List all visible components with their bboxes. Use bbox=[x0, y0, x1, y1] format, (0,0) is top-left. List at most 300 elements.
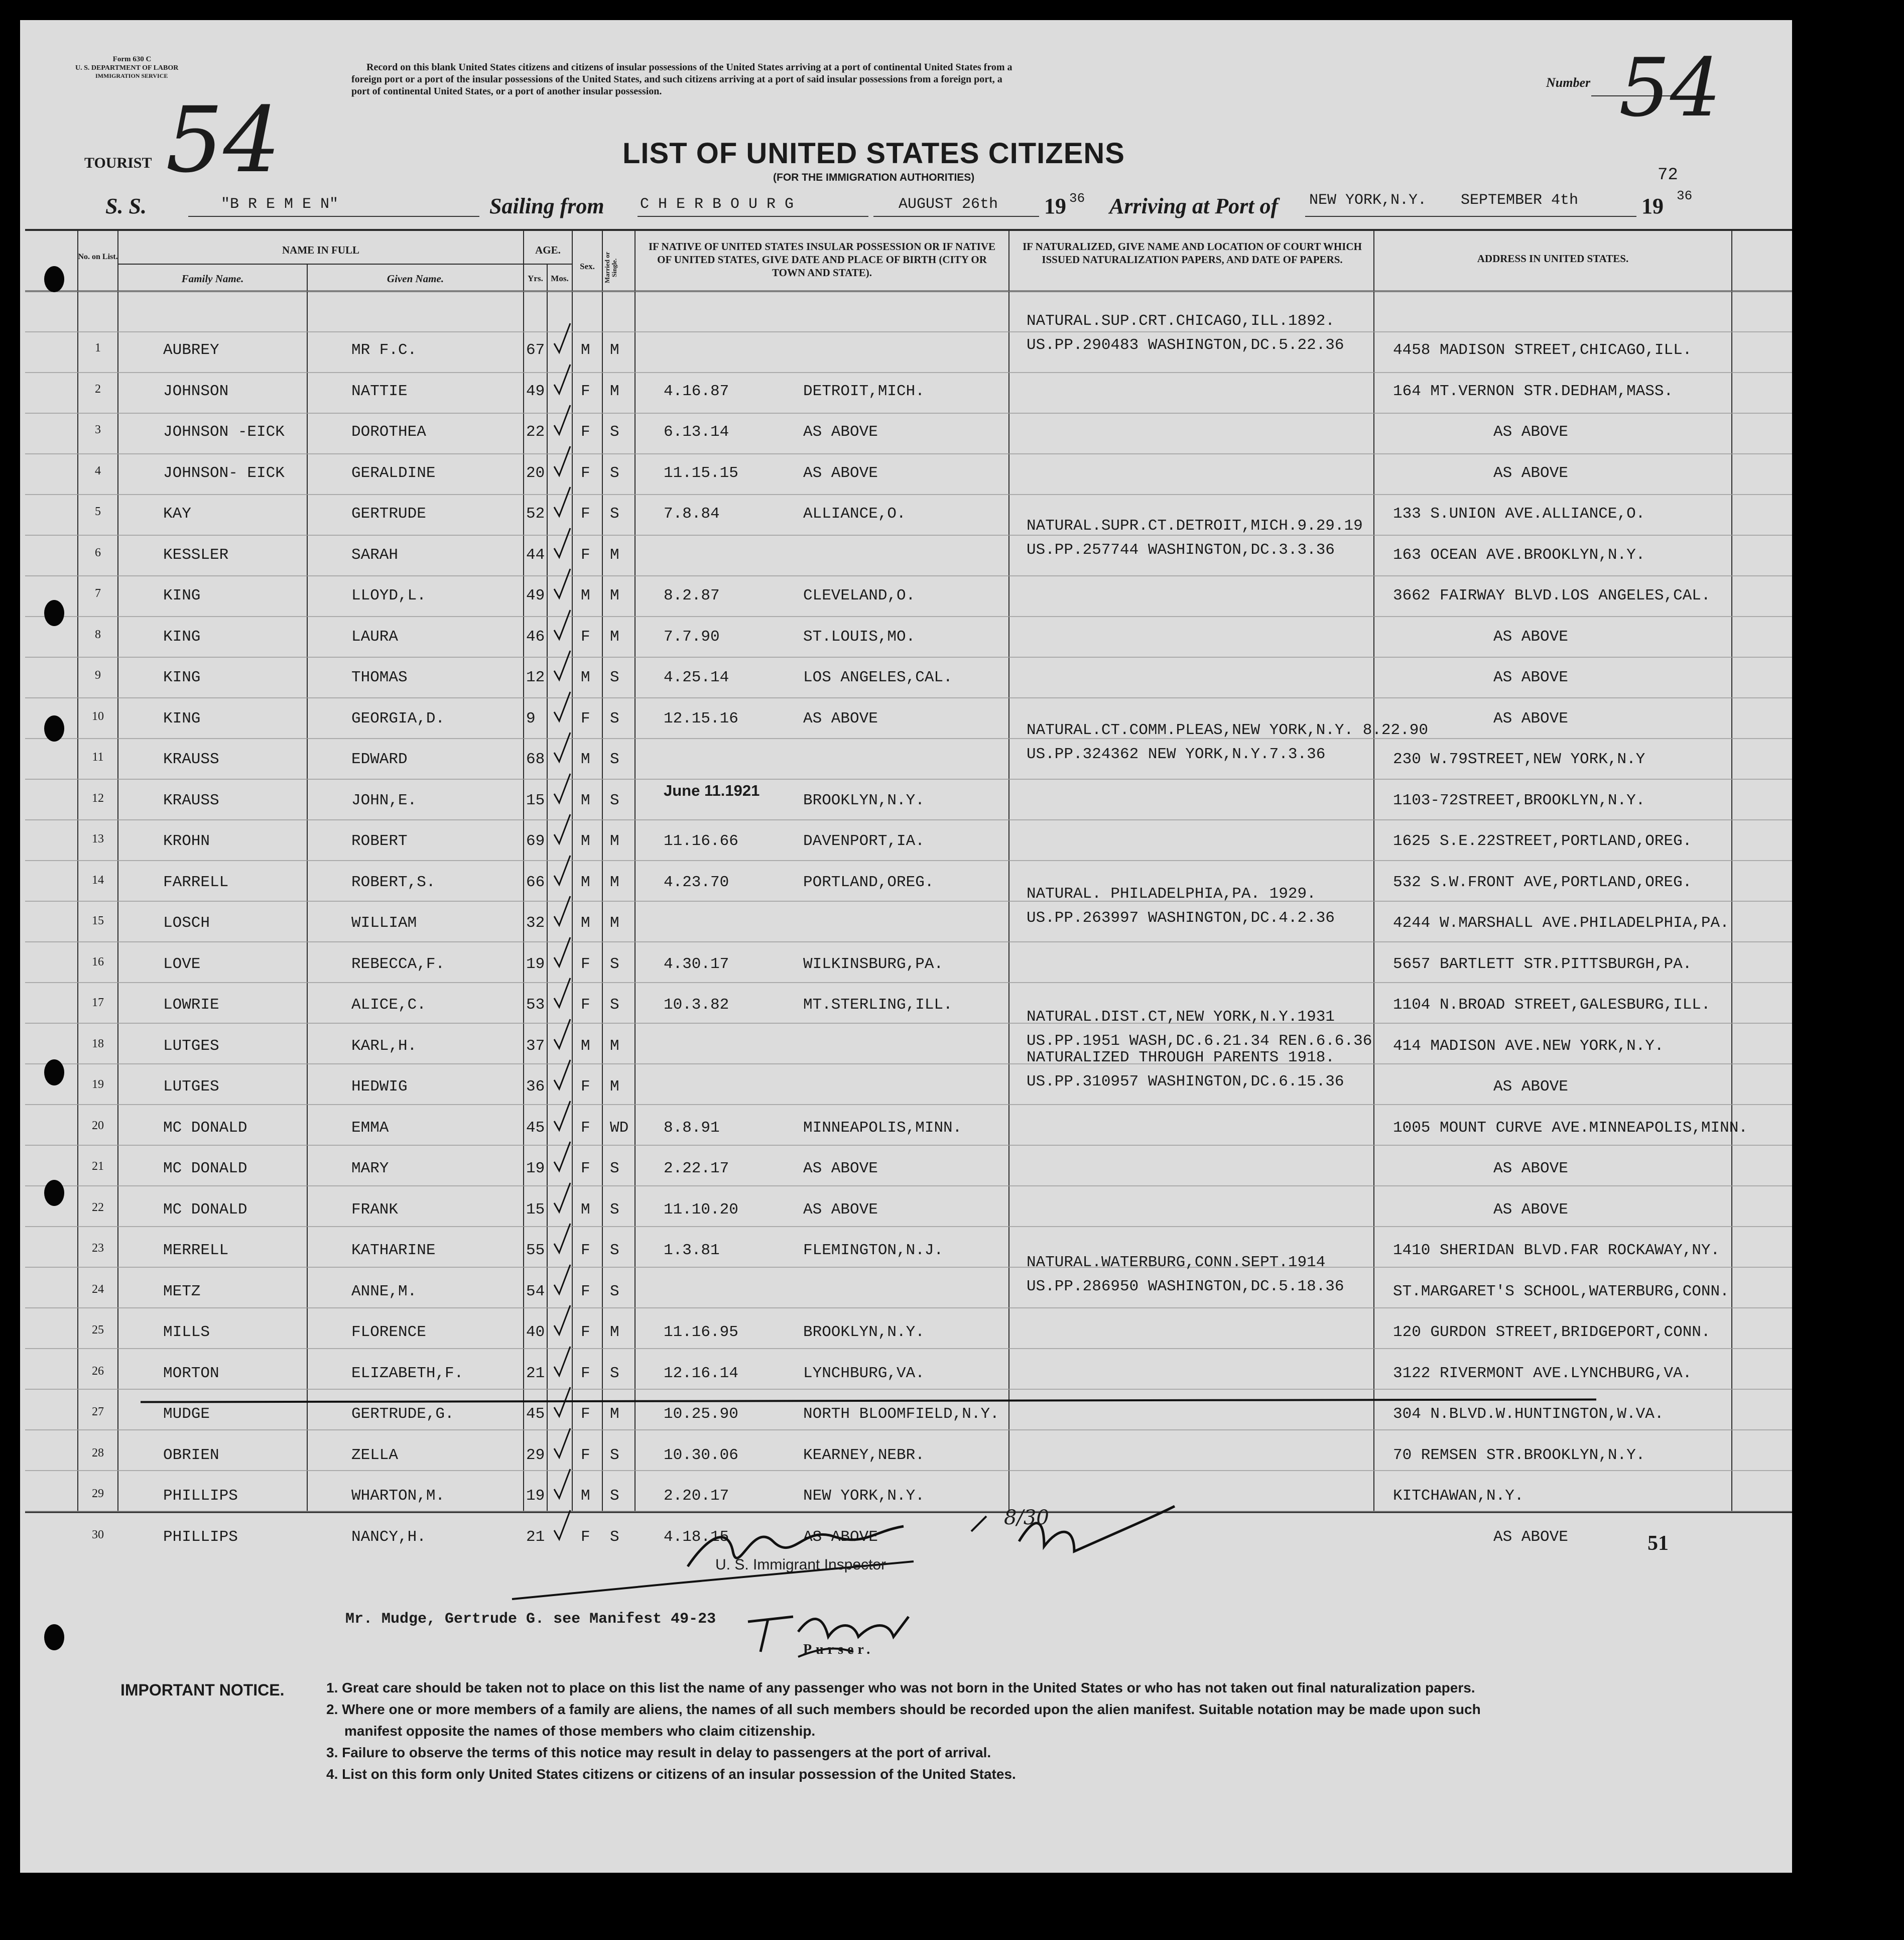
row-number: 16 bbox=[92, 955, 104, 968]
age-years: 54 bbox=[526, 1282, 545, 1300]
header-yrs: Yrs. bbox=[528, 274, 543, 283]
row-number: 12 bbox=[92, 791, 104, 805]
given-name: GERTRUDE bbox=[351, 505, 426, 523]
naturalization-papers: US.PP.310957 WASHINGTON,DC.6.15.36 bbox=[1027, 1073, 1344, 1090]
sex: M bbox=[581, 914, 590, 932]
binder-hole bbox=[44, 1059, 64, 1085]
family-name: LUTGES bbox=[163, 1078, 219, 1096]
header-family-name: Family Name. bbox=[181, 273, 244, 285]
sex: F bbox=[581, 709, 590, 728]
age-years: 53 bbox=[526, 996, 545, 1014]
marital-status: S bbox=[610, 791, 619, 809]
family-name: METZ bbox=[163, 1282, 201, 1300]
sex: F bbox=[581, 1405, 590, 1423]
marital-status: S bbox=[610, 1364, 619, 1382]
address: 1625 S.E.22STREET,PORTLAND,OREG. bbox=[1393, 832, 1692, 850]
family-name: KRAUSS bbox=[163, 751, 219, 768]
age-years: 21 bbox=[526, 1364, 545, 1382]
table-row bbox=[20, 1350, 1792, 1390]
notice-item: manifest opposite the names of those members who claim citizenship. bbox=[344, 1723, 816, 1739]
row-number: 13 bbox=[92, 832, 104, 845]
check-mark-icon bbox=[552, 1263, 572, 1298]
sex: F bbox=[581, 1446, 590, 1464]
birth-date: 2.20.17 bbox=[664, 1487, 729, 1505]
marital-status: M bbox=[610, 587, 619, 604]
sex: F bbox=[581, 1528, 590, 1546]
address: AS ABOVE bbox=[1493, 1078, 1568, 1096]
address: AS ABOVE bbox=[1493, 1200, 1568, 1219]
family-name: MORTON bbox=[163, 1364, 219, 1382]
naturalization-papers: US.PP.1951 WASH,DC.6.21.34 REN.6.6.36 bbox=[1027, 1032, 1372, 1050]
given-name: LAURA bbox=[351, 628, 399, 646]
header-address: ADDRESS IN UNITED STATES. bbox=[1477, 253, 1629, 265]
check-mark-icon bbox=[552, 362, 572, 398]
marital-status: M bbox=[610, 382, 619, 400]
row-number: 24 bbox=[92, 1282, 104, 1296]
naturalization-papers: US.PP.324362 NEW YORK,N.Y.7.3.36 bbox=[1027, 746, 1326, 763]
address: AS ABOVE bbox=[1493, 423, 1568, 441]
header-naturalized: IF NATURALIZED, GIVE NAME AND LOCATION OF COURT WHICH ISSUED NATURALIZATION PAPERS, AND DATE OF PAPERS. bbox=[1023, 240, 1362, 266]
table-row bbox=[20, 1308, 1792, 1349]
form-number: Form 630 C bbox=[112, 55, 152, 63]
row-number: 10 bbox=[92, 709, 104, 723]
birth-date: 12.16.14 bbox=[664, 1364, 738, 1382]
row-number: 19 bbox=[92, 1078, 104, 1091]
marital-status: S bbox=[610, 1446, 619, 1464]
check-mark-icon bbox=[552, 1140, 572, 1175]
row-number: 11 bbox=[92, 751, 104, 764]
birth-date: 7.8.84 bbox=[664, 505, 720, 523]
marital-status: WD bbox=[610, 1119, 629, 1137]
given-name: GERALDINE bbox=[351, 464, 436, 482]
row-number: 8 bbox=[95, 628, 101, 641]
birth-place: BROOKLYN,N.Y. bbox=[803, 1323, 925, 1341]
birth-date: 2.22.17 bbox=[664, 1160, 729, 1177]
row-number: 7 bbox=[95, 587, 101, 600]
address: 70 REMSEN STR.BROOKLYN,N.Y. bbox=[1393, 1446, 1645, 1464]
sex: M bbox=[581, 587, 590, 604]
given-name: LLOYD,L. bbox=[351, 587, 426, 604]
given-name: JOHN,E. bbox=[351, 791, 417, 809]
given-name: ZELLA bbox=[351, 1446, 399, 1464]
manifest-sheet bbox=[20, 20, 1792, 1873]
family-name: AUBREY bbox=[163, 341, 219, 359]
marital-status: S bbox=[610, 751, 619, 768]
sailing-label: Sailing from bbox=[489, 194, 604, 218]
mudge-note: Mr. Mudge, Gertrude G. see Manifest 49-23 bbox=[345, 1611, 716, 1628]
age-years: 69 bbox=[526, 832, 545, 850]
marital-status: M bbox=[610, 546, 619, 564]
sex: F bbox=[581, 1242, 590, 1259]
given-name: ROBERT,S. bbox=[351, 873, 436, 891]
sex: M bbox=[581, 669, 590, 686]
check-mark-icon bbox=[552, 485, 572, 520]
sex: M bbox=[581, 873, 590, 891]
marital-status: S bbox=[610, 505, 619, 523]
family-name: MC DONALD bbox=[163, 1119, 247, 1137]
check-mark-icon bbox=[552, 1181, 572, 1216]
marital-status: S bbox=[610, 464, 619, 482]
marital-status: M bbox=[610, 1323, 619, 1341]
intro-line: port of continental United States, or a port of another insular possession. bbox=[351, 86, 662, 97]
header-name-in-full: NAME IN FULL bbox=[282, 244, 359, 256]
date-to: SEPTEMBER 4th bbox=[1461, 192, 1579, 209]
check-mark-icon bbox=[552, 608, 572, 643]
form-dept: U. S. DEPARTMENT OF LABOR bbox=[75, 64, 179, 72]
birth-date: 4.30.17 bbox=[664, 955, 729, 973]
table-row bbox=[20, 1253, 1792, 1308]
age-years: 32 bbox=[526, 914, 545, 932]
address: 120 GURDON STREET,BRIDGEPORT,CONN. bbox=[1393, 1323, 1711, 1341]
header-mos: Mos. bbox=[551, 274, 569, 283]
address: 133 S.UNION AVE.ALLIANCE,O. bbox=[1393, 505, 1645, 523]
table-row bbox=[20, 885, 1792, 939]
check-mark-icon bbox=[552, 772, 572, 807]
table-row bbox=[20, 1390, 1792, 1430]
table-row bbox=[20, 1431, 1792, 1472]
row-number: 4 bbox=[95, 464, 101, 477]
table-row bbox=[20, 490, 1792, 530]
binder-hole bbox=[44, 1624, 64, 1650]
check-mark-icon bbox=[552, 1426, 572, 1462]
check-mark-icon bbox=[552, 731, 572, 766]
year-to: 36 bbox=[1677, 188, 1693, 203]
row-number: 5 bbox=[95, 505, 101, 518]
port-from: C H E R B O U R G bbox=[640, 196, 794, 213]
marital-status: S bbox=[610, 423, 619, 441]
table-row bbox=[20, 1186, 1792, 1226]
naturalization-court: NATURAL. PHILADELPHIA,PA. 1929. bbox=[1027, 885, 1316, 903]
check-mark-icon bbox=[552, 894, 572, 929]
birth-date: 1.3.81 bbox=[664, 1242, 720, 1259]
list-number: 54 bbox=[1619, 41, 1721, 135]
marital-status: S bbox=[610, 1528, 619, 1546]
naturalization-papers: US.PP.286950 WASHINGTON,DC.5.18.36 bbox=[1027, 1277, 1344, 1295]
row-number: 9 bbox=[95, 669, 101, 682]
age-years: 12 bbox=[526, 669, 545, 686]
table-row bbox=[20, 449, 1792, 490]
age-years: 40 bbox=[526, 1323, 545, 1341]
class-label: TOURIST bbox=[84, 155, 152, 171]
age-years: 29 bbox=[526, 1446, 545, 1464]
family-name: LOSCH bbox=[163, 914, 210, 932]
table-row bbox=[20, 1104, 1792, 1144]
sex: F bbox=[581, 505, 590, 523]
given-name: KARL,H. bbox=[351, 1037, 417, 1055]
marital-status: M bbox=[610, 914, 619, 932]
naturalization-papers: US.PP.263997 WASHINGTON,DC.4.2.36 bbox=[1027, 909, 1335, 927]
naturalization-court: NATURAL.WATERBURG,CONN.SEPT.1914 bbox=[1027, 1253, 1326, 1271]
row-number: 27 bbox=[92, 1405, 104, 1418]
row-number: 6 bbox=[95, 546, 101, 559]
birth-date: 10.30.06 bbox=[664, 1446, 738, 1464]
family-name: PHILLIPS bbox=[163, 1528, 238, 1546]
address: 1104 N.BROAD STREET,GALESBURG,ILL. bbox=[1393, 996, 1711, 1014]
given-name: THOMAS bbox=[351, 669, 408, 686]
check-mark-icon bbox=[552, 935, 572, 971]
given-name: GERTRUDE,G. bbox=[351, 1405, 454, 1423]
sex: F bbox=[581, 464, 590, 482]
birth-place: NORTH BLOOMFIELD,N.Y. bbox=[803, 1405, 999, 1423]
age-years: 37 bbox=[526, 1037, 545, 1055]
birth-date: 7.7.90 bbox=[664, 628, 720, 646]
sex: F bbox=[581, 1364, 590, 1382]
family-name: JOHNSON- EICK bbox=[163, 464, 285, 482]
birth-place: FLEMINGTON,N.J. bbox=[803, 1242, 944, 1259]
age-years: 66 bbox=[526, 873, 545, 891]
address: 230 W.79STREET,NEW YORK,N.Y bbox=[1393, 751, 1645, 768]
family-name: KAY bbox=[163, 505, 191, 523]
address: 1103-72STREET,BROOKLYN,N.Y. bbox=[1393, 791, 1645, 809]
marital-status: S bbox=[610, 1200, 619, 1219]
page-count: 51 bbox=[1647, 1532, 1669, 1555]
birth-date: 10.3.82 bbox=[664, 996, 729, 1014]
birth-place: MT.STERLING,ILL. bbox=[803, 996, 953, 1014]
given-name: EMMA bbox=[351, 1119, 389, 1137]
form-service: IMMIGRATION SERVICE bbox=[95, 72, 168, 79]
row-number: 22 bbox=[92, 1200, 104, 1214]
binder-hole bbox=[44, 266, 64, 292]
row-number: 14 bbox=[92, 873, 104, 887]
row-number: 21 bbox=[92, 1160, 104, 1173]
address: 3122 RIVERMONT AVE.LYNCHBURG,VA. bbox=[1393, 1364, 1692, 1382]
age-years: 19 bbox=[526, 955, 545, 973]
naturalization-papers: US.PP.257744 WASHINGTON,DC.3.3.36 bbox=[1027, 541, 1335, 559]
birth-date: 11.16.66 bbox=[664, 832, 738, 850]
birth-date: 4.16.87 bbox=[664, 382, 729, 400]
birth-place: DAVENPORT,IA. bbox=[803, 832, 925, 850]
age-years: 15 bbox=[526, 791, 545, 809]
address: 3662 FAIRWAY BLVD.LOS ANGELES,CAL. bbox=[1393, 587, 1711, 604]
given-name: ELIZABETH,F. bbox=[351, 1364, 464, 1382]
header-given-name: Given Name. bbox=[387, 273, 444, 285]
notice-list bbox=[326, 1677, 1481, 1785]
inspector-signature bbox=[492, 1486, 1195, 1607]
birth-date: 11.15.15 bbox=[664, 464, 738, 482]
family-name: JOHNSON bbox=[163, 382, 229, 400]
sex: F bbox=[581, 1078, 590, 1096]
page-code: 72 bbox=[1658, 166, 1678, 185]
marital-status: M bbox=[610, 1037, 619, 1055]
address: ST.MARGARET'S SCHOOL,WATERBURG,CONN. bbox=[1393, 1282, 1729, 1300]
check-mark-icon bbox=[552, 1017, 572, 1052]
table-row bbox=[20, 312, 1792, 367]
address: AS ABOVE bbox=[1493, 628, 1568, 646]
address: AS ABOVE bbox=[1493, 1160, 1568, 1177]
given-name: FLORENCE bbox=[351, 1323, 426, 1341]
birth-place: MINNEAPOLIS,MINN. bbox=[803, 1119, 962, 1137]
address: AS ABOVE bbox=[1493, 709, 1568, 728]
row-number: 23 bbox=[92, 1242, 104, 1255]
check-mark-icon bbox=[552, 1058, 572, 1093]
birth-place: LOS ANGELES,CAL. bbox=[803, 669, 953, 686]
page-subtitle: (FOR THE IMMIGRATION AUTHORITIES) bbox=[773, 172, 975, 183]
row-number: 3 bbox=[95, 423, 101, 436]
inspector-note: 8/30 bbox=[1004, 1506, 1049, 1529]
row-number: 17 bbox=[92, 996, 104, 1009]
age-years: 21 bbox=[526, 1528, 545, 1546]
marital-status: M bbox=[610, 1405, 619, 1423]
table-row bbox=[20, 1227, 1792, 1267]
family-name: MUDGE bbox=[163, 1405, 210, 1423]
naturalization-papers: US.PP.290483 WASHINGTON,DC.5.22.36 bbox=[1027, 336, 1344, 354]
family-name: LOWRIE bbox=[163, 996, 219, 1014]
number-label: Number bbox=[1546, 75, 1591, 90]
given-name: ANNE,M. bbox=[351, 1282, 417, 1300]
age-years: 46 bbox=[526, 628, 545, 646]
binder-hole bbox=[44, 600, 64, 626]
row-number: 18 bbox=[92, 1037, 104, 1050]
naturalization-court: NATURAL.SUP.CRT.CHICAGO,ILL.1892. bbox=[1027, 312, 1335, 330]
marital-status: M bbox=[610, 341, 619, 359]
marital-status: M bbox=[610, 1078, 619, 1096]
sex: M bbox=[581, 341, 590, 359]
header-sex: Sex. bbox=[580, 262, 595, 271]
binder-hole bbox=[44, 1180, 64, 1206]
given-name: MARY bbox=[351, 1160, 389, 1177]
sex: M bbox=[581, 751, 590, 768]
birth-place: AS ABOVE bbox=[803, 1528, 878, 1546]
table-row bbox=[20, 940, 1792, 981]
age-years: 67 bbox=[526, 341, 545, 359]
check-mark-icon bbox=[552, 321, 572, 356]
sex: F bbox=[581, 546, 590, 564]
header-birth: IF NATIVE OF UNITED STATES INSULAR POSSESSION OR IF NATIVE OF UNITED STATES, GIVE DATE AND PLACE OF BIRTH (CITY OR TOWN AND STATE). bbox=[648, 240, 995, 279]
birth-date: 10.25.90 bbox=[664, 1405, 738, 1423]
age-years: 15 bbox=[526, 1200, 545, 1219]
binder-hole bbox=[44, 715, 64, 742]
birth-place: LYNCHBURG,VA. bbox=[803, 1364, 925, 1382]
age-years: 45 bbox=[526, 1405, 545, 1423]
family-name: MC DONALD bbox=[163, 1200, 247, 1219]
age-years: 49 bbox=[526, 587, 545, 604]
table-row bbox=[20, 1008, 1792, 1062]
birth-place: ST.LOUIS,MO. bbox=[803, 628, 916, 646]
port-to: NEW YORK,N.Y. bbox=[1309, 192, 1427, 209]
birth-date: 6.13.14 bbox=[664, 423, 729, 441]
given-name: KATHARINE bbox=[351, 1242, 436, 1259]
naturalization-court: NATURALIZED THROUGH PARENTS 1918. bbox=[1027, 1049, 1335, 1066]
address: 164 MT.VERNON STR.DEDHAM,MASS. bbox=[1393, 382, 1674, 400]
sex: M bbox=[581, 832, 590, 850]
sex: M bbox=[581, 1200, 590, 1219]
row-number: 29 bbox=[92, 1487, 104, 1500]
check-mark-icon bbox=[552, 1345, 572, 1380]
marital-status: S bbox=[610, 1242, 619, 1259]
year-prefix-from: 19 bbox=[1044, 194, 1066, 218]
check-mark-icon bbox=[552, 1222, 572, 1257]
family-name: JOHNSON -EICK bbox=[163, 423, 285, 441]
birth-place: AS ABOVE bbox=[803, 1200, 878, 1219]
given-name: ROBERT bbox=[351, 832, 408, 850]
age-years: 36 bbox=[526, 1078, 545, 1096]
age-years: 44 bbox=[526, 546, 545, 564]
birth-place: AS ABOVE bbox=[803, 464, 878, 482]
table-row bbox=[20, 572, 1792, 612]
table-row bbox=[20, 777, 1792, 817]
check-mark-icon bbox=[552, 526, 572, 561]
given-name: NATTIE bbox=[351, 382, 408, 400]
birth-place: AS ABOVE bbox=[803, 709, 878, 728]
birth-place: NEW YORK,N.Y. bbox=[803, 1487, 925, 1505]
check-mark-icon bbox=[552, 444, 572, 479]
address: 4458 MADISON STREET,CHICAGO,ILL. bbox=[1393, 341, 1692, 359]
table-row bbox=[20, 817, 1792, 858]
notice-item: 4. List on this form only United States citizens or citizens of an insular possession of the United States. bbox=[326, 1766, 1016, 1782]
birth-place: KEARNEY,NEBR. bbox=[803, 1446, 925, 1464]
family-name: MILLS bbox=[163, 1323, 210, 1341]
table-row bbox=[20, 613, 1792, 653]
age-years: 49 bbox=[526, 382, 545, 400]
notice-item: 1. Great care should be taken not to place on this list the name of any passenger who was not born in the United States or who has not taken out final naturalization papers. bbox=[326, 1680, 1475, 1695]
birth-date: June 11.1921 bbox=[664, 781, 760, 799]
check-mark-icon bbox=[552, 1099, 572, 1134]
address: AS ABOVE bbox=[1493, 1528, 1568, 1546]
family-name: MC DONALD bbox=[163, 1160, 247, 1177]
row-number: 1 bbox=[95, 341, 101, 354]
given-name: HEDWIG bbox=[351, 1078, 408, 1096]
arriving-label: Arriving at Port of bbox=[1109, 194, 1279, 218]
table-row bbox=[20, 368, 1792, 408]
birth-date: 11.10.20 bbox=[664, 1200, 738, 1219]
marital-status: S bbox=[610, 1282, 619, 1300]
inspector-label: U. S. Immigrant Inspector bbox=[715, 1556, 886, 1573]
given-name: EDWARD bbox=[351, 751, 408, 768]
table-row bbox=[20, 517, 1792, 571]
notice-label: IMPORTANT NOTICE. bbox=[120, 1681, 285, 1699]
birth-place: ALLIANCE,O. bbox=[803, 505, 906, 523]
header-age: AGE. bbox=[535, 244, 561, 256]
notice-item: 3. Failure to observe the terms of this notice may result in delay to passengers at the port of arrival. bbox=[326, 1745, 991, 1760]
check-mark-icon bbox=[552, 649, 572, 684]
naturalization-court: NATURAL.DIST.CT,NEW YORK,N.Y.1931 bbox=[1027, 1008, 1335, 1026]
sex: M bbox=[581, 1037, 590, 1055]
address: 5657 BARTLETT STR.PITTSBURGH,PA. bbox=[1393, 955, 1692, 973]
year-prefix-to: 19 bbox=[1641, 194, 1664, 218]
row-number: 2 bbox=[95, 382, 101, 396]
birth-date: 8.2.87 bbox=[664, 587, 720, 604]
date-from: AUGUST 26th bbox=[899, 196, 998, 213]
age-years: 20 bbox=[526, 464, 545, 482]
table-row bbox=[20, 408, 1792, 448]
sex: F bbox=[581, 996, 590, 1014]
sex: F bbox=[581, 955, 590, 973]
given-name: NANCY,H. bbox=[351, 1528, 426, 1546]
birth-place: AS ABOVE bbox=[803, 423, 878, 441]
year-from: 36 bbox=[1069, 191, 1085, 206]
table-row bbox=[20, 1049, 1792, 1103]
address: AS ABOVE bbox=[1493, 669, 1568, 686]
sex: F bbox=[581, 628, 590, 646]
marital-status: S bbox=[610, 709, 619, 728]
header-married-single: Married or Single. bbox=[603, 252, 618, 284]
sex: F bbox=[581, 1323, 590, 1341]
check-mark-icon bbox=[552, 690, 572, 725]
age-years: 55 bbox=[526, 1242, 545, 1259]
notice-item: 2. Where one or more members of a family are aliens, the names of all such members should be recorded upon the alien manifest. Suitable notation may be made upon such bbox=[326, 1702, 1481, 1717]
sex: F bbox=[581, 423, 590, 441]
family-name: KROHN bbox=[163, 832, 210, 850]
given-name: DOROTHEA bbox=[351, 423, 426, 441]
marital-status: S bbox=[610, 1487, 619, 1505]
row-number: 28 bbox=[92, 1446, 104, 1460]
address: 532 S.W.FRONT AVE,PORTLAND,OREG. bbox=[1393, 873, 1692, 891]
sex: M bbox=[581, 791, 590, 809]
ship-name: "B R E M E N" bbox=[221, 196, 339, 213]
family-name: KING bbox=[163, 587, 201, 604]
row-number: 15 bbox=[92, 914, 104, 927]
purser-label: Purser. bbox=[803, 1642, 874, 1657]
